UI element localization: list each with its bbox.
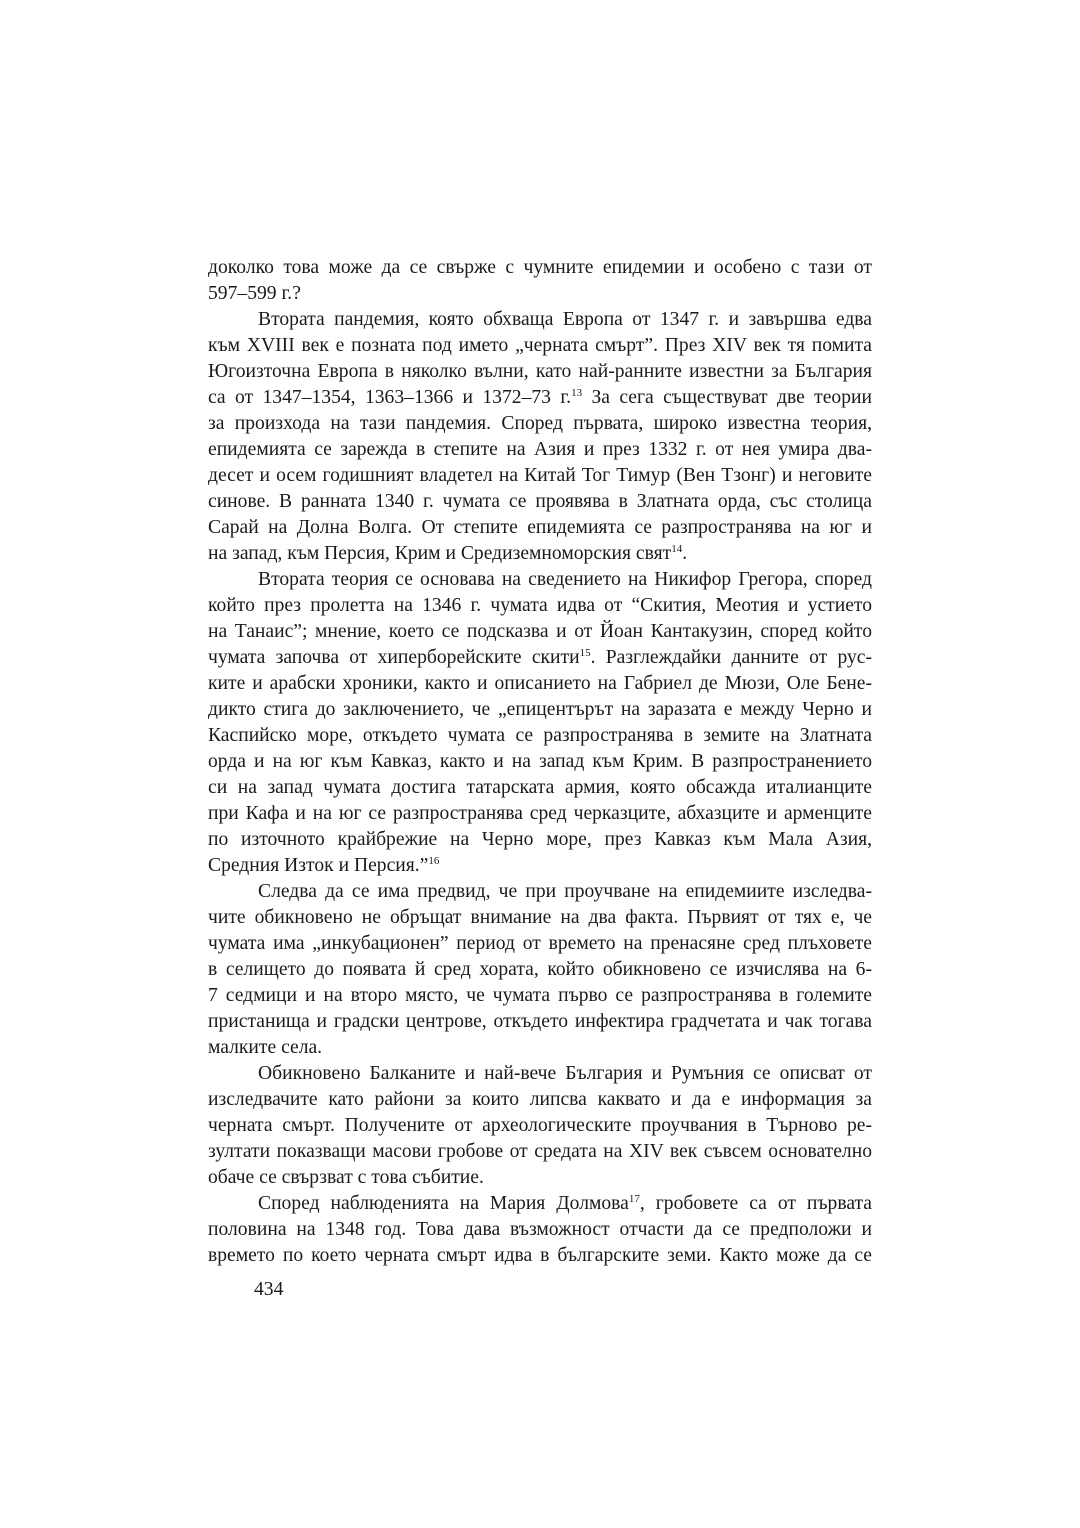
text-line: половина на 1348 год. Това дава възможност отчасти да се предположи и (208, 1219, 872, 1240)
text-line: пристанища и градски центрове, откъдето инфектира градчетата и чак тогава (208, 1011, 872, 1032)
text-line: 7 седмици и на второ място, че чумата първо се разпространява в големите (208, 985, 872, 1006)
text-line: към XVIII век е позната под името „черната смърт”. През XIV век тя помита (208, 335, 872, 356)
text-segment: . Разглеждайки данните от рус- (590, 647, 872, 668)
text-line: за произхода на тази пандемия. Според първата, широко известна теория, (208, 413, 872, 434)
text-line: зултати показващи масови гробове от средата на XIV век съвсем основателно (208, 1141, 872, 1162)
body-text (208, 255, 872, 1269)
text-line: Следва да се има предвид, че при проучване на епидемиите изследва- (258, 881, 872, 902)
text-line: Сарай на Долна Волга. От степите епидемията се разпространява на юг и (208, 517, 872, 538)
text-line: чите обикновено не обръщат внимание на два факта. Първият от тях е, че (208, 907, 872, 928)
text-line: синове. В ранната 1340 г. чумата се проявява в Златната орда, със столица (208, 491, 872, 512)
text-line: Обикновено Балканите и най-вече България и Румъния се описват от (258, 1063, 872, 1084)
footnote-marker: 13 (571, 387, 583, 399)
page-number: 434 (254, 1279, 284, 1300)
text-segment: , гробовете са от първата (639, 1193, 873, 1214)
paragraph (208, 255, 872, 307)
text-line: малките села. (208, 1037, 323, 1058)
paragraph (208, 567, 872, 879)
text-segment: За сега съществуват две теории (582, 387, 872, 408)
text-line: епидемията се зарежда в степите на Азия и през 1332 г. от нея умира два- (208, 439, 872, 460)
text-line (208, 541, 872, 567)
text-line: ките и арабски хроники, както и описанието на Габриел де Мюзи, Оле Бене- (208, 673, 872, 694)
text-line: десет и осем годишният владетел на Китай Тог Тимур (Вен Тзонг) и неговите (208, 465, 872, 486)
text-line: Югоизточна Европа в няколко вълни, като най-ранните известни за България (208, 361, 872, 382)
text-segment: чумата започва от хиперборейските скити (208, 647, 580, 668)
footnote-marker: 16 (428, 855, 440, 867)
text-segment: Средния Изток и Персия.” (208, 855, 429, 876)
text-line: орда и на юг към Кавказ, както и на запад към Крим. В разпространението (208, 751, 872, 772)
text-line: черната смърт. Получените от археологическите проучвания в Търново ре- (208, 1115, 872, 1136)
footnote-marker: 15 (579, 647, 591, 659)
text-line (208, 385, 872, 411)
text-line: времето по което черната смърт идва в българските земи. Както може да се (208, 1245, 872, 1266)
text-line: дикто стига до заключението, че „епицентърът на заразата е между Черно и (208, 699, 872, 720)
text-line: доколко това може да се свърже с чумните епидемии и особено с тази от (208, 257, 872, 278)
text-line: изследвачите като райони за които липсва каквато и да е информация за (208, 1089, 872, 1110)
text-line (208, 1191, 872, 1217)
text-line: който през пролетта на 1346 г. чумата идва от “Скития, Меотия и устието (208, 595, 872, 616)
text-segment: са от 1347–1354, 1363–1366 и 1372–73 г. (208, 387, 572, 408)
text-line: 597–599 г.? (208, 283, 301, 304)
text-line: Втората пандемия, която обхваща Европа от 1347 г. и завършва едва (258, 309, 872, 330)
text-line: при Кафа и на юг се разпространява сред черказците, абхазците и арменците (208, 803, 872, 824)
footnote-marker: 17 (628, 1193, 640, 1205)
paragraph (208, 1191, 872, 1269)
text-line: Каспийско море, откъдето чумата се разпространява в земите на Златната (208, 725, 872, 746)
paragraph (208, 879, 872, 1061)
text-segment: на запад, към Персия, Крим и Средиземноморския свят (208, 543, 672, 564)
text-line: обаче се свързват с това събитие. (208, 1167, 484, 1188)
text-segment: Според наблюденията на Мария Долмова (258, 1193, 629, 1214)
text-line (208, 853, 872, 879)
text-line: в селището до появата й сред хората, който обикновено се изчислява на 6- (208, 959, 872, 980)
text-line: на Танаис”; мнение, което се подсказва и от Йоан Кантакузин, според който (208, 621, 872, 642)
text-line: по източното крайбрежие на Черно море, през Кавказ към Мала Азия, (208, 829, 872, 850)
paragraph (208, 1061, 872, 1191)
text-line: чумата има „инкубационен” период от времето на пренасяне сред плъховете (208, 933, 872, 954)
footnote-marker: 14 (671, 543, 683, 555)
text-segment: . (682, 543, 688, 564)
text-line: си на запад чумата достига татарската армия, която обсажда италианците (208, 777, 872, 798)
text-line (208, 645, 872, 671)
text-line: Втората теория се основава на сведението на Никифор Грегора, според (258, 569, 872, 590)
paragraph (208, 307, 872, 567)
